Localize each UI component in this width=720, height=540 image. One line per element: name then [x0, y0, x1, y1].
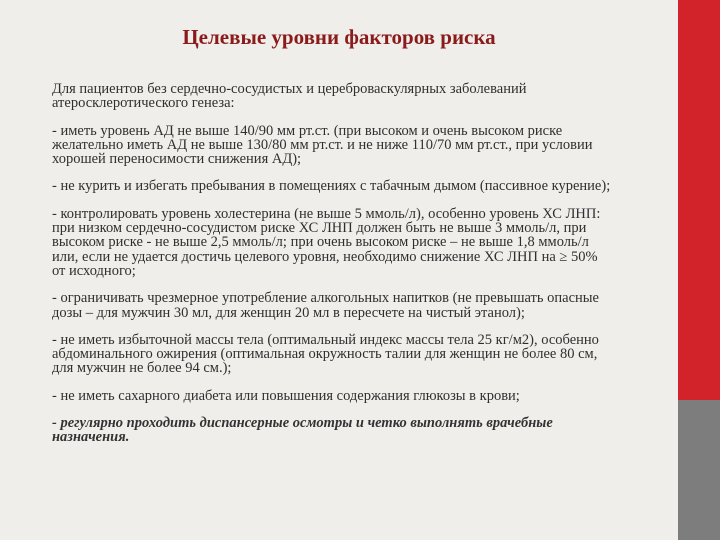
list-item-cholesterol: - контролировать уровень холестерина (не выше 5 ммоль/л), особенно уровень ХС ЛНП: при низком сердечно-сосудистом риске ХС ЛНП должен быть не выше 3 ммоль/л, при высоком риске - не выше 2,5 ммоль/л; при очень высоком риске – не выше 1,8 ммоль/л или, если не удается достичь целевого уровня, необходимо снижение ХС ЛНП на ≥ 50% от исходного;: [52, 205, 601, 279]
list-item-blood-pressure: - иметь уровень АД не выше 140/90 мм рт.ст. (при высоком и очень высоком риске желательно иметь АД не выше 130/80 мм рт.ст. и не ниже 110/70 мм рт.ст., при условии хорошей переносимости снижения АД);: [52, 122, 593, 168]
decorative-red-bar: [678, 0, 720, 400]
list-item-alcohol: - ограничивать чрезмерное употребление алкогольных напитков (не превышать опасные дозы – для мужчин 30 мл, для женщин 20 мл в пересчете на чистый этанол);: [52, 290, 599, 321]
list-item-body-weight: - не иметь избыточной массы тела (оптимальный индекс массы тела 25 кг/м2), особенно абдоминального ожирения (оптимальная окружность талии для женщин не более 80 см, для мужчин не более 94 см.);: [52, 331, 599, 377]
intro-paragraph: Для пациентов без сердечно-сосудистых и цереброваскулярных заболеваний атеросклеротического генеза:: [52, 81, 527, 112]
slide-title: Целевые уровни факторов риска: [182, 25, 496, 49]
list-item-checkups: - регулярно проходить диспансерные осмотры и четко выполнять врачебные назначения.: [52, 415, 553, 446]
slide-body: [52, 82, 612, 458]
list-item-diabetes: - не иметь сахарного диабета или повышения содержания глюкозы в крови;: [52, 387, 520, 404]
decorative-gray-bar: [678, 400, 720, 540]
list-item-smoking: - не курить и избегать пребывания в помещениях с табачным дымом (пассивное курение);: [52, 178, 611, 195]
